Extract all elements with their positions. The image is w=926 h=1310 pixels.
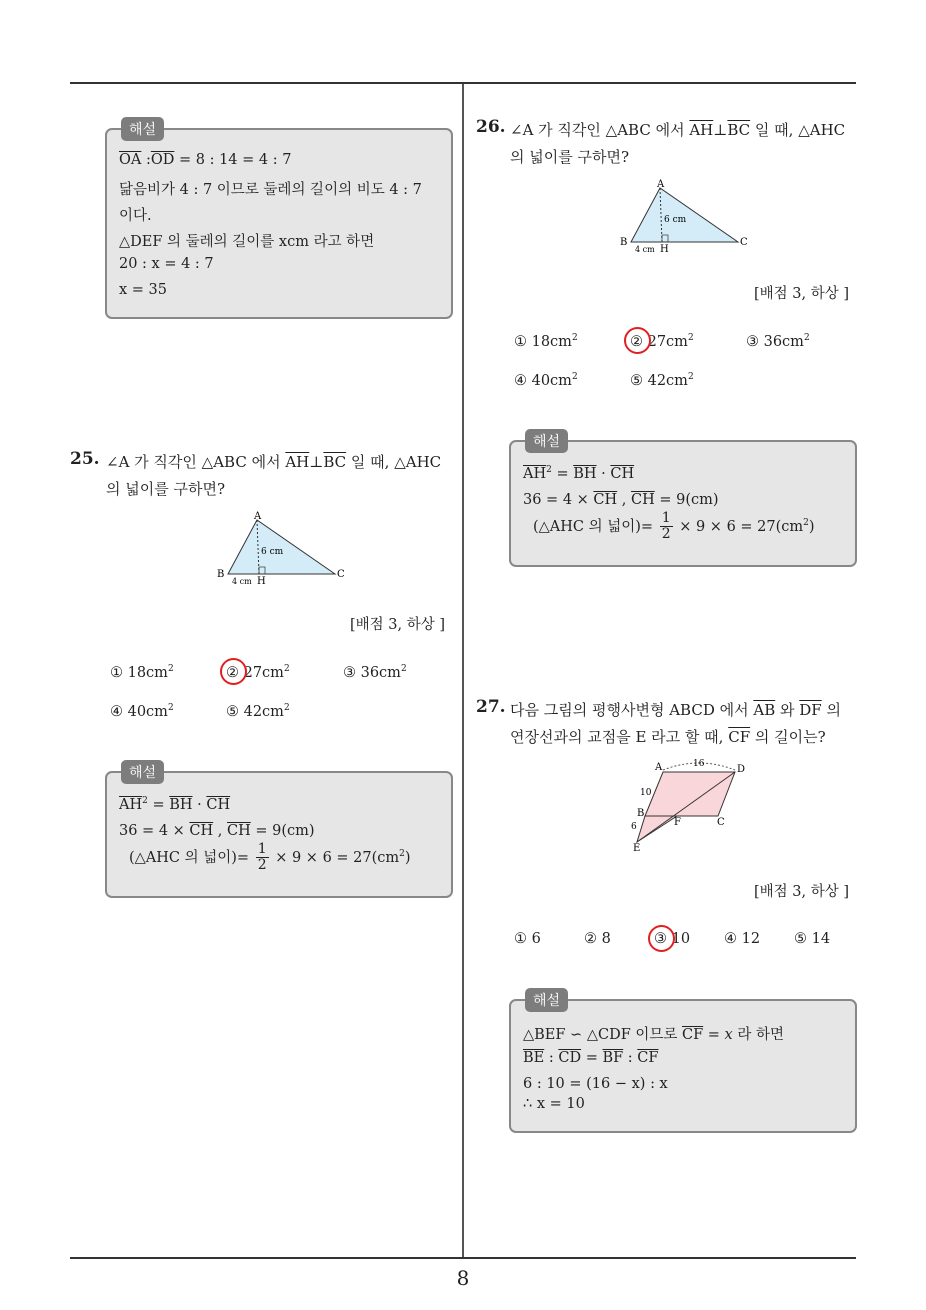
option-5[interactable]: ⑤ $42cm^2$	[630, 372, 694, 389]
option-4[interactable]: ④ 12	[724, 931, 761, 947]
solution-line: 6 : 10 = (16 − x) : x	[523, 1076, 668, 1092]
question-text: ∠A 가 직각인 △ABC 에서 $\overline{AH}\perp\overline{BC}$ 일 때, △AHC	[106, 453, 442, 471]
option-1[interactable]: ① 6	[514, 931, 541, 947]
vertex-label: H	[257, 576, 266, 587]
solution-line: 닮음비가 4 : 7 이므로 둘레의 길이의 비도 4 : 7	[119, 182, 422, 198]
height-label: 6 cm	[261, 547, 284, 557]
base-label: 4 cm	[232, 577, 252, 586]
base-label: 4 cm	[635, 245, 655, 254]
parallelogram-shape	[645, 772, 735, 816]
option-3[interactable]: ③ $36cm^2$	[746, 333, 810, 350]
answer-circle-mark	[648, 925, 675, 952]
score-label: [배점 3, 하상 ]	[754, 884, 850, 900]
solution-line: $36 = 4 \times \overline{CH}$ , $\overline{CH} = 9(cm)$	[523, 492, 719, 508]
answer-circle-mark	[220, 658, 247, 685]
vertex-label: D	[737, 764, 746, 775]
option-1[interactable]: ① $18cm^2$	[110, 664, 174, 681]
vertex-label: C	[337, 569, 345, 580]
solution-tag: 해설	[525, 988, 568, 1012]
vertex-label: B	[217, 569, 225, 580]
option-1[interactable]: ① $18cm^2$	[514, 333, 578, 350]
solution-line: $\overline{AH}^2 = \overline{BH} \cdot \overline{CH}$	[523, 465, 635, 482]
column-divider	[462, 84, 464, 1258]
vertex-label: A	[254, 511, 262, 522]
solution-line: x = 35	[119, 282, 167, 298]
vertex-label: C	[717, 817, 725, 828]
solution-line: $\overline{AH}^2 = \overline{BH} \cdot \overline{CH}$	[119, 796, 231, 813]
option-4[interactable]: ④ $40cm^2$	[514, 372, 578, 389]
solution-line: $36 = 4 \times \overline{CH}$ , $\overline{CH} = 9(cm)$	[119, 823, 315, 839]
solution-box-q25	[105, 765, 453, 898]
length-label: 6	[631, 822, 637, 832]
question-text: 연장선과의 교점을 E 라고 할 때, $\overline{CF}$ 의 길이는?	[510, 728, 826, 746]
vertex-label: A	[657, 179, 665, 190]
option-3[interactable]: ③ 10	[654, 931, 691, 947]
triangle-figure	[618, 180, 758, 255]
solution-line: (△AHC 의 넓이)= $\frac{1}{2}$ × $9 \times 6 = 27(cm^2)$	[129, 841, 411, 874]
solution-box-top	[105, 122, 453, 319]
option-4[interactable]: ④ $40cm^2$	[110, 703, 174, 720]
page-number: 8	[456, 1266, 470, 1290]
solution-line: △BEF ∽ △CDF 이므로 $\overline{CF} = x$ 라 하면	[523, 1027, 784, 1043]
question-number: 25.	[70, 449, 100, 469]
option-5[interactable]: ⑤ 14	[794, 931, 831, 947]
vertex-label: A	[655, 762, 663, 773]
length-label: 10	[640, 788, 652, 798]
option-2[interactable]: ② $27cm^2$	[630, 333, 694, 350]
vertex-label: E	[633, 843, 641, 854]
solution-line: $\overline{BE}$ : $\overline{CD} = \overline{BF}$ : $\overline{CF}$	[523, 1050, 659, 1066]
question-number: 27.	[476, 697, 506, 717]
height-label: 6 cm	[664, 215, 687, 225]
solution-line: △DEF 의 둘레의 길이를 xcm 라고 하면	[119, 234, 375, 250]
solution-tag: 해설	[525, 429, 568, 453]
question-text: ∠A 가 직각인 △ABC 에서 $\overline{AH}\perp\overline{BC}$ 일 때, △AHC	[510, 121, 846, 139]
solution-line: (△AHC 의 넓이)= $\frac{1}{2}$ × $9 \times 6 = 27(cm^2)$	[533, 510, 815, 543]
question-text: 의 넓이를 구하면?	[106, 480, 226, 498]
solution-box-q26	[509, 434, 857, 567]
solution-line: ∴ x = 10	[523, 1096, 585, 1112]
vertex-label: H	[660, 244, 669, 255]
option-2[interactable]: ② $27cm^2$	[226, 664, 290, 681]
fraction: $\frac{1}{2}$	[257, 841, 267, 874]
question-text: 의 넓이를 구하면?	[510, 148, 630, 166]
option-2[interactable]: ② 8	[584, 931, 611, 947]
solution-line: 이다.	[119, 208, 152, 224]
bottom-rule	[70, 1257, 856, 1259]
question-number: 26.	[476, 117, 506, 137]
solution-tag: 해설	[121, 117, 164, 141]
score-label: [배점 3, 하상 ]	[754, 286, 850, 302]
answer-circle-mark	[624, 327, 651, 354]
vertex-label: F	[674, 817, 681, 828]
solution-tag: 해설	[121, 760, 164, 784]
vertex-label: C	[740, 237, 748, 248]
vertex-label: B	[637, 808, 645, 819]
solution-box-q27	[509, 993, 857, 1133]
option-3[interactable]: ③ $36cm^2$	[343, 664, 407, 681]
score-label: [배점 3, 하상 ]	[350, 617, 446, 633]
solution-line: 20 : x = 4 : 7	[119, 256, 214, 272]
parallelogram-figure	[625, 758, 755, 853]
option-5[interactable]: ⑤ $42cm^2$	[226, 703, 290, 720]
length-label: 16	[693, 759, 705, 769]
question-text: 다음 그림의 평행사변형 ABCD 에서 $\overline{AB}$ 와 $\overline{DF}$ 의	[510, 701, 841, 719]
fraction: $\frac{1}{2}$	[661, 510, 671, 543]
solution-line: $\overline{OA}$ $:\overline{OD} = 8$ : 14 = 4 : 7	[119, 152, 292, 168]
vertex-label: B	[620, 237, 628, 248]
triangle-figure	[215, 512, 355, 587]
